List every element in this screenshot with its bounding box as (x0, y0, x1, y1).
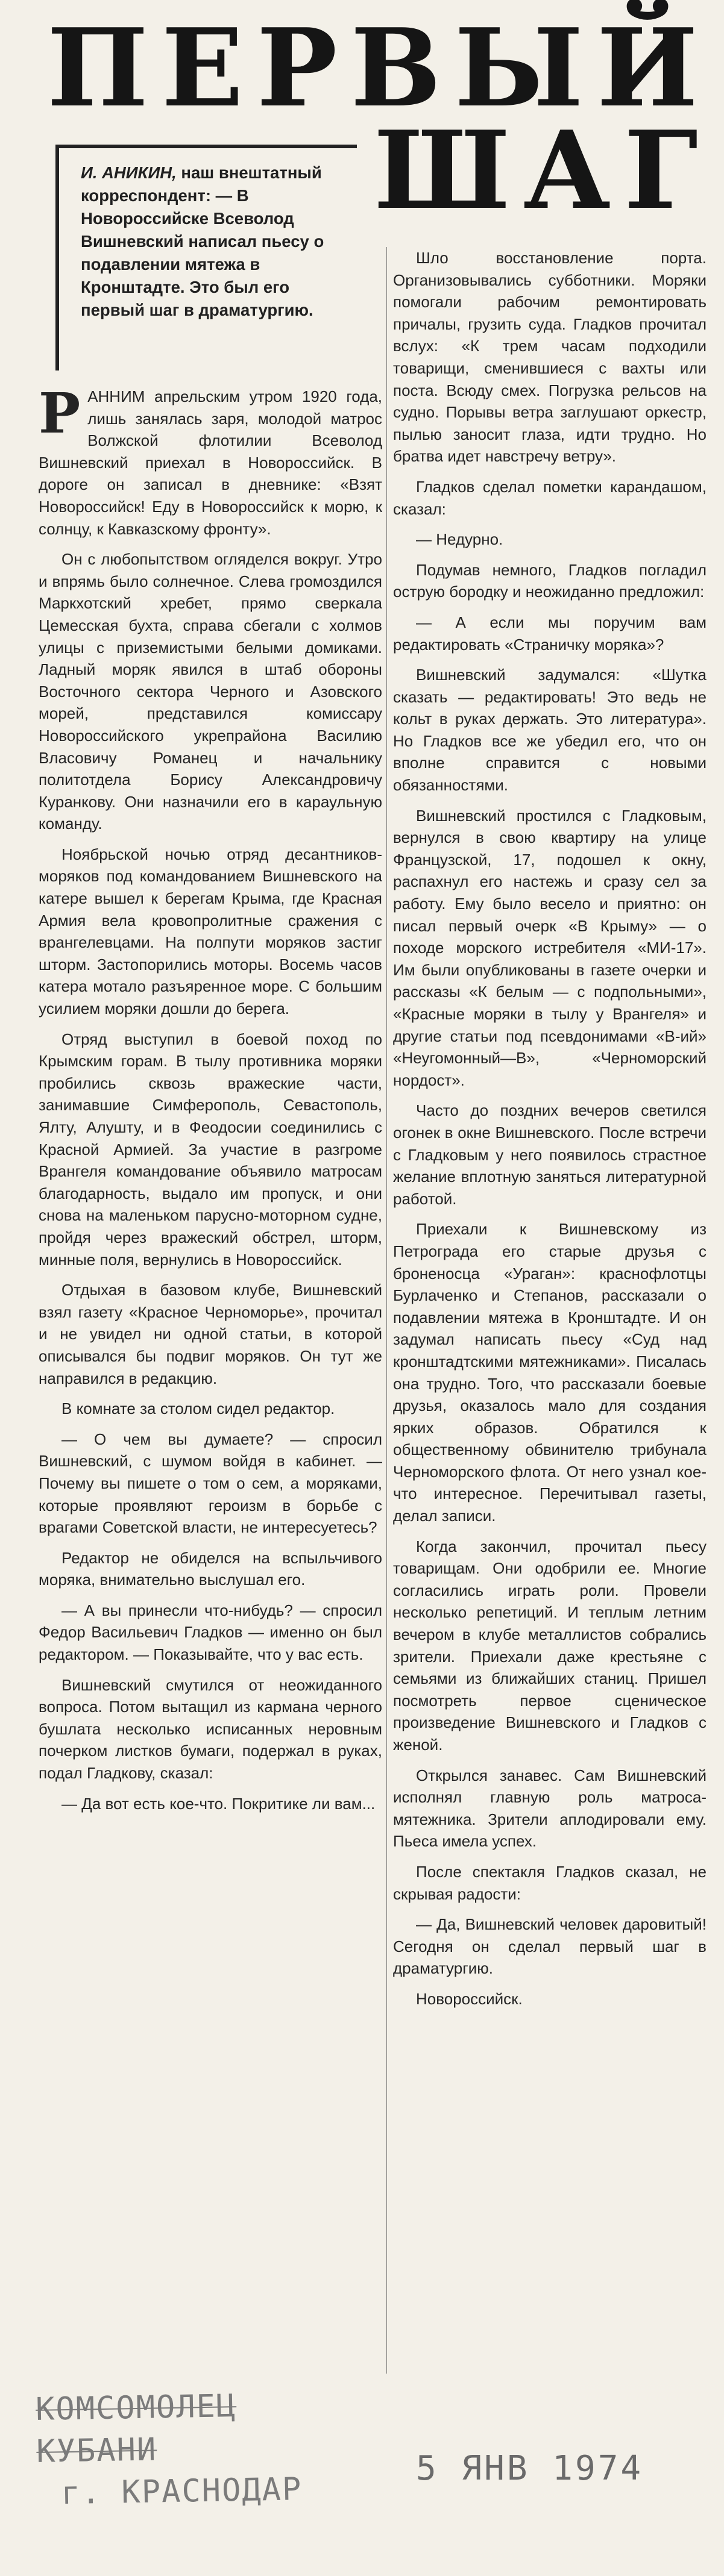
paragraph: Ноябрьской ночью отряд десантников-моряков под командованием Вишневского на катере вышел к берегам Крыма, где Красная Армия вела кровопролитные сражения с врангелевцами. На полпути моряков застиг шторм. Застопорились моторы. Восемь часов катера мотало разъяренное море. С большим усилием моряки дошли до берега. (39, 845, 382, 1018)
paragraph: Часто до поздних вечеров светился огонек в окне Вишневского. После встречи с Гладковым у него появилось страстное желание вплотную заняться литературной работой. (393, 1101, 707, 1208)
paragraph: Подумав немного, Гладков погладил острую бородку и неожиданно предложил: (393, 560, 707, 601)
paragraph: Гладков сделал пометки карандашом, сказал: (393, 477, 707, 518)
paragraph: Отдыхая в базовом клубе, Вишневский взял газету «Красное Черноморье», прочитал и не увидел ни одной статьи, в которой описывался бы подвиг моряков. Он тут же направился в редакцию. (39, 1281, 382, 1387)
paragraph: — Да вот есть кое-что. Покритике ли вам... (61, 1794, 376, 1813)
stamp-newspaper-name: КОМСОМОЛЕЦ КУБАНИ (35, 2388, 237, 2470)
paragraph: — Недурно. (416, 530, 503, 549)
headline-line-2: ШАГ (374, 107, 711, 233)
lead-box (55, 145, 357, 370)
lead-text: наш внештатный корреспондент: — В Новороссийске Всеволод Вишневский написал пьесу о подавлении мятежа в Кронштадте. Это был его первый шаг в драматургию. (81, 163, 324, 319)
paragraph: — Да, Вишневский человек даровитый! Сегодня он сделал первый шаг в драматургию. (393, 1915, 707, 1978)
paragraph: Вишневский задумался: «Шутка сказать — редактировать! Это ведь не кольт в руках держать. Это литература». Но Гладков все же убедил его, что он вполне справится с новыми обязанностями. (393, 666, 707, 795)
paragraph: — А если мы поручим вам редактировать «Страничку моряка»? (393, 613, 707, 654)
newspaper-stamp (35, 2383, 375, 2512)
column-divider (386, 247, 387, 2374)
dateline: Новороссийск. (416, 1989, 523, 2008)
paragraph: Когда закончил, прочитал пьесу товарищам. Они одобрили ее. Многие согласились играть роли. Провели несколько репетиций. И теплым летним вечером в клубе металлистов собрались зрители. Приехали даже крестьяне с семьями из ближайших станиц. Пришел посмотреть первое сценическое произведение Вишневского и Гладков с женой. (393, 1537, 707, 1754)
paragraph: Шло восстановление порта. Организовывались субботники. Моряки помогали рабочим ремонтировать причалы, грузить суда. Гладков прочитал вслух: «К трем часам подходили товарищи, сменившиеся с вахты или поста. Всюду смех. Погрузка рельсов на судно. Порывы ветра заглушают оркестр, пылью заносит глаза, идти трудно. Но братва идет навстречу ветру». (393, 249, 707, 466)
paragraph: Он с любопытством огляделся вокруг. Утро и впрямь было солнечное. Слева громоздился Маркхотский хребет, прямо сверкала Цемесская бухта, справа сбегали с холмов улицы с приземистыми белыми домиками. Ладный моряк явился в штаб обороны Восточного сектора Черного и Азовского морей, представился комиссару Новороссийского укрепрайона Василию Власовичу Романец и начальнику политотдела Борису Александровичу Куранкову. Они назначили его в караульную команду. (39, 550, 382, 833)
date-stamp: 5 ЯНВ 1974 (416, 2449, 644, 2488)
paragraph: — О чем вы думаете? — спросил Вишневский, с шумом войдя в кабинет. — Почему вы пишете о том о сем, а моряками, которые проявляют героизм в борьбе с врагами Советской власти, не интересуетесь? (39, 1430, 382, 1537)
paragraph: Вишневский простился с Гладковым, вернулся в свою квартиру на улице Французской, 17, подошел к окну, распахнул его настежь и сразу сел за работу. Ему было весело и приятно: он писал первый очерк «В Крыму» — о походе морского истребителя «МИ-17». Им были опубликованы в газете очерки и рассказы «К белым — с подпольными», «Красные моряки в тылу у Врангеля» и другие статьи под псевдонимами «В-ий» «Неугомонный—В», «Черноморский нордост». (393, 806, 707, 1089)
article-column-right (393, 247, 707, 2019)
paragraph: Вишневский смутился от неожиданного вопроса. Потом вытащил из кармана черного бушлата несколько исписанных неровным почерком листков бумаги, подержал в руках, подал Гладкову, сказал: (39, 1675, 382, 1783)
paragraph: Приехали к Вишневскому из Петрограда его старые друзья с броненосца «Ураган»: краснофлотцы Бурлаченко и Степанов, рассказали о подавлении мятежа в Кронштадте. И он задумал написать пьесу «Суд над кронштадтскими мятежниками». Писалась она трудно. Того, что рассказали боевые друзья, оказалось мало для создания ярких образов. Обратился к общественному обвинителю трибунала Черноморского флота. От него узнал кое-что интересное. Перечитывал газеты, делал записи. (393, 1220, 707, 1525)
paragraph: РАННИМ апрельским утром 1920 года, лишь занялась заря, молодой матрос Волжской флотилии Всеволод Вишневский приехал в Новороссийск. В дороге он записал в дневнике: «Взят Новороссийск! Еду в Новороссийск к морю, к солнцу, к Кавказскому фронту». (39, 381, 382, 538)
headline-line-1: ПЕРВЫЙ (46, 5, 711, 131)
article-column-left (39, 381, 382, 1823)
paragraph: Открылся занавес. Сам Вишневский исполнял главную роль матроса-мятежника. Зрители аплодировали ему. Пьеса имела успех. (393, 1766, 707, 1851)
paragraph: Отряд выступил в боевой поход по Крымским горам. В тылу противника моряки пробились сквозь вражеские части, занимавшие Симферополь, Севастополь, Ялту, Алушту, и в Феодосии соединились с Красной Армией. За участие в разгроме Врангеля командование объявило матросам благодарность, выдало им пропуск, и они снова на маленьком парусно-моторном судне, пройдя через вражеский обстрел, шторм, минные поля, вернулись в Новороссийск. (39, 1030, 382, 1269)
stamp-city: г. КРАСНОДАР (61, 2471, 303, 2512)
paragraph: После спектакля Гладков сказал, не скрывая радости: (393, 1862, 707, 1903)
paragraph: — А вы принесли что-нибудь? — спросил Федор Васильевич Гладков — именно он был редактором. — Показывайте, что у вас есть. (39, 1601, 382, 1664)
drop-cap: Р (39, 381, 81, 446)
paragraph: В комнате за столом сидел редактор. (61, 1399, 335, 1418)
author-name: И. АНИКИН, (81, 163, 177, 182)
paragraph: Редактор не обиделся на вспыльчивого моряка, внимательно выслушал его. (39, 1548, 382, 1589)
